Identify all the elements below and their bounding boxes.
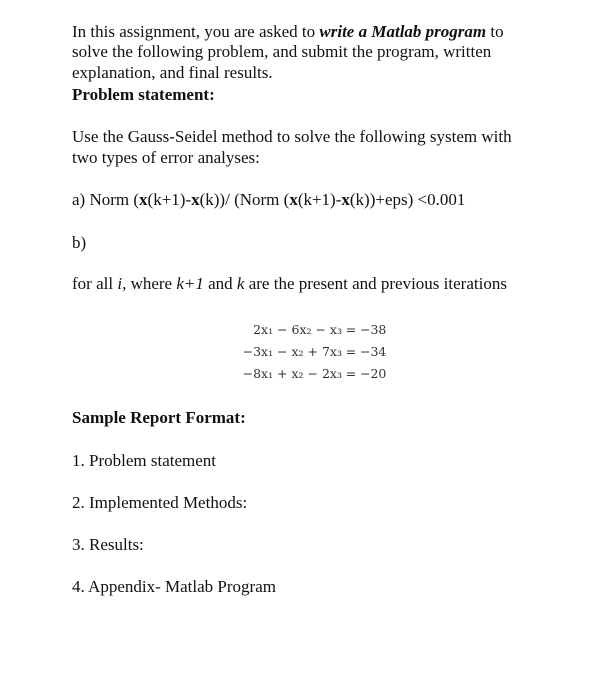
problem-heading: Problem statement: bbox=[72, 85, 215, 104]
equation-row bbox=[225, 362, 400, 384]
intro-line-1 bbox=[72, 22, 504, 42]
criterion-a-text: a) Norm ( bbox=[72, 190, 140, 209]
equation-lhs: −8x₁ + x₂ − 2x₃ bbox=[242, 365, 342, 381]
criterion-b: b) bbox=[72, 233, 87, 252]
equation-rhs: −38 bbox=[360, 321, 387, 337]
equation-lhs: 2x₁ − 6x₂ − x₃ bbox=[253, 321, 342, 337]
iterations-text: for all bbox=[72, 274, 118, 293]
intro-text-end: to bbox=[486, 22, 504, 41]
iterations-text: are the present and previous iterations bbox=[244, 274, 507, 293]
report-item-2: 2. Implemented Methods: bbox=[72, 493, 248, 512]
intro-line-2: solve the following problem, and submit the program, written bbox=[72, 42, 492, 61]
intro-line-3: explanation, and final results. bbox=[72, 63, 273, 82]
iterations-var-i: i bbox=[117, 274, 123, 293]
problem-line-1: Use the Gauss-Seidel method to solve the following system with bbox=[72, 127, 512, 146]
criterion-a-text: (k+1)- bbox=[297, 190, 342, 209]
vector-x: x bbox=[191, 190, 200, 209]
iterations-text: , where bbox=[122, 274, 177, 293]
report-heading: Sample Report Format: bbox=[72, 408, 246, 427]
equals-sign: = bbox=[345, 321, 357, 337]
equation-row bbox=[225, 340, 400, 362]
criterion-a bbox=[72, 190, 465, 210]
equals-sign: = bbox=[345, 343, 357, 359]
report-item-4: 4. Appendix- Matlab Program bbox=[72, 577, 276, 596]
iterations-line bbox=[72, 274, 507, 294]
vector-x: x bbox=[289, 190, 298, 209]
criterion-a-text: (k+1)- bbox=[147, 190, 192, 209]
criterion-a-text: (k))+eps) <0.001 bbox=[349, 190, 466, 209]
equation-lhs: −3x₁ − x₂ + 7x₃ bbox=[242, 343, 342, 359]
report-item-1: 1. Problem statement bbox=[72, 451, 217, 470]
equation-rhs: −34 bbox=[360, 343, 387, 359]
equation-rhs: −20 bbox=[360, 365, 387, 381]
problem-line-2: two types of error analyses: bbox=[72, 148, 260, 167]
iterations-var-k1: k+1 bbox=[176, 274, 204, 293]
iterations-text: and bbox=[203, 274, 237, 293]
equation-system bbox=[225, 318, 400, 384]
iterations-var-k: k bbox=[236, 274, 245, 293]
intro-text: In this assignment, you are asked to bbox=[72, 22, 320, 41]
equation-row bbox=[225, 318, 400, 340]
report-item-3: 3. Results: bbox=[72, 535, 144, 554]
intro-emphasis: write a Matlab program bbox=[319, 22, 487, 41]
criterion-a-text: (k))/ (Norm ( bbox=[199, 190, 290, 209]
vector-x: x bbox=[341, 190, 350, 209]
vector-x: x bbox=[139, 190, 148, 209]
equals-sign: = bbox=[345, 365, 357, 381]
